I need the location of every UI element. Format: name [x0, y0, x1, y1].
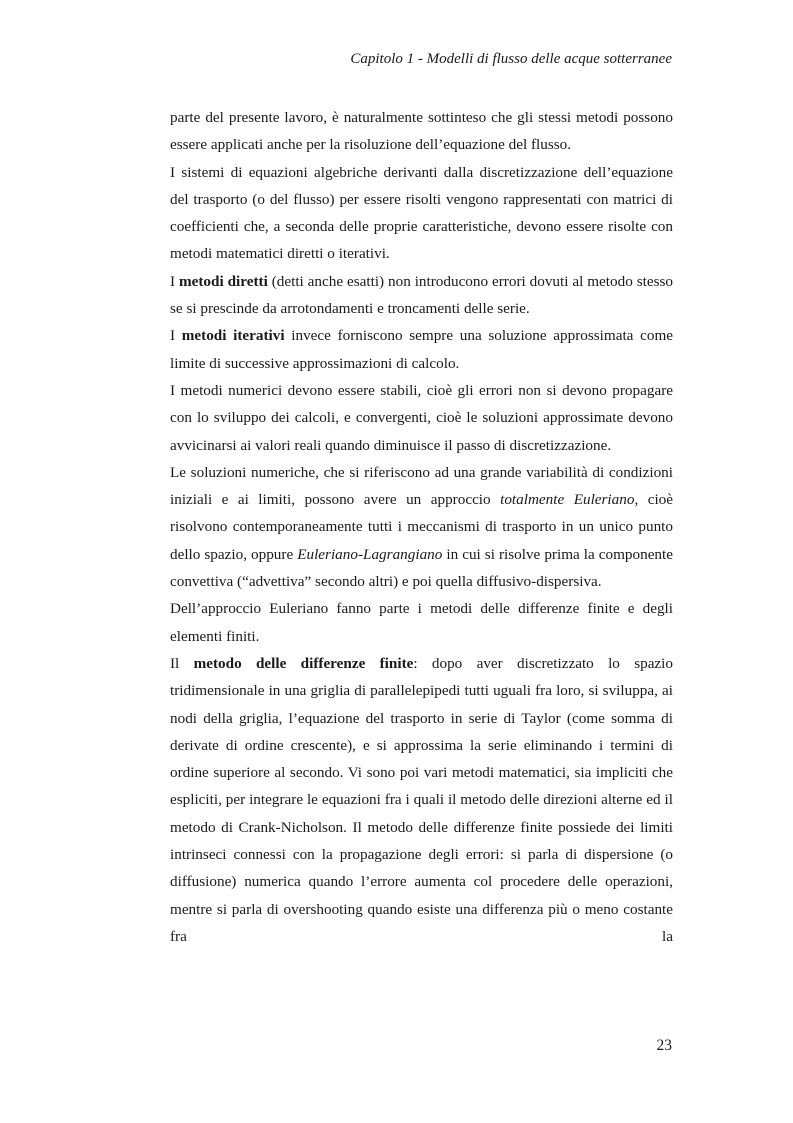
body-paragraph [170, 104, 673, 159]
paragraph-text: , cioè risolvono contemporaneamente tutti i meccanismi di trasporto in un unico punto dello spazio, oppure [170, 491, 674, 563]
paragraph-text: Le soluzioni numeriche, che si riferiscono ad una grande variabilità di condizioni iniziali e ai limiti, possono avere un approccio [170, 463, 673, 509]
paragraph-text: I metodi numerici devono essere stabili, cioè gli errori non si devono propagare con lo sviluppo dei calcoli, e convergenti, cioè le soluzioni approssimate devono avvicinarsi ai valori reali quando diminuisce il passo di discretizzazione. [170, 381, 673, 454]
page-number: 23 [656, 1037, 672, 1054]
paragraph-text: Dell’approccio Eulerianо fanno parte i metodi delle differenze finite e degli elementi finiti. [170, 600, 673, 645]
body-paragraph [170, 595, 673, 650]
paragraph-text: invece forniscono sempre una soluzione approssimata come limite di successive approssimazioni di calcolo. [170, 327, 673, 372]
body-paragraph [170, 322, 673, 377]
body-paragraph [170, 159, 673, 268]
body-paragraph [170, 377, 673, 459]
body-paragraph [170, 650, 673, 950]
bold-term: metodi diretti [178, 272, 268, 290]
body-text [170, 104, 673, 950]
bold-term: metodo delle differenze finite [193, 654, 414, 672]
italic-term: Euleriano-Lagrangiano [297, 545, 443, 563]
body-paragraph [170, 268, 673, 323]
italic-term: totalmente Euleriano [500, 491, 635, 509]
paragraph-text: : dopo aver discretizzato lo spazio tridimensionale in una griglia di parallelepipedi tutti uguali fra loro, si sviluppa, ai nodi della griglia, l’equazione del trasporto in serie di Taylor (come somma di derivate di ordine crescente), e si approssima la serie eliminando i termini di ordine superiore al secondo. Vi sono poi vari metodi matematici, sia impliciti che espliciti, per integrare le equazioni fra i quali il metodo delle direzioni alterne ed il metodo di Crank-Nicholson. Il metodo delle differenze finite possiede dei limiti intrinseci connessi con la propagazione degli errori: si parla di dispersione (o diffusione) numerica quando l’errore aumenta col procedere delle operazioni, mentre si parla di overshooting quando esiste una differenza più o meno costante fra la [170, 654, 673, 945]
running-head: Capitolo 1 - Modelli di flusso delle acque sotterranee [350, 51, 672, 67]
paragraph-text: parte del presente lavoro, è naturalmente sottinteso che gli stessi metodi possono essere applicati anche per la risoluzione dell’equazione del flusso. [170, 109, 673, 154]
paragraph-text: I [170, 327, 182, 345]
paragraph-text: (detti anche esatti) non introducono errori dovuti al metodo stesso se si prescinde da arrotondamenti e troncamenti delle serie. [170, 272, 673, 318]
bold-term: metodi iterativi [181, 327, 285, 345]
paragraph-text: Il [170, 654, 194, 672]
paragraph-text: I [170, 272, 179, 290]
paragraph-text: in cui si risolve prima la componente convettiva (“advettiva” secondo altri) e poi quella diffusivo-dispersiva. [170, 545, 673, 591]
paragraph-text: I sistemi di equazioni algebriche derivanti dalla discretizzazione dell’equazione del trasporto (o del flusso) per essere risolti vengono rappresentati con matrici di coefficienti che, a seconda delle proprie caratteristiche, devono essere risolte con metodi matematici diretti o iterativi. [170, 163, 673, 263]
body-paragraph [170, 459, 673, 595]
